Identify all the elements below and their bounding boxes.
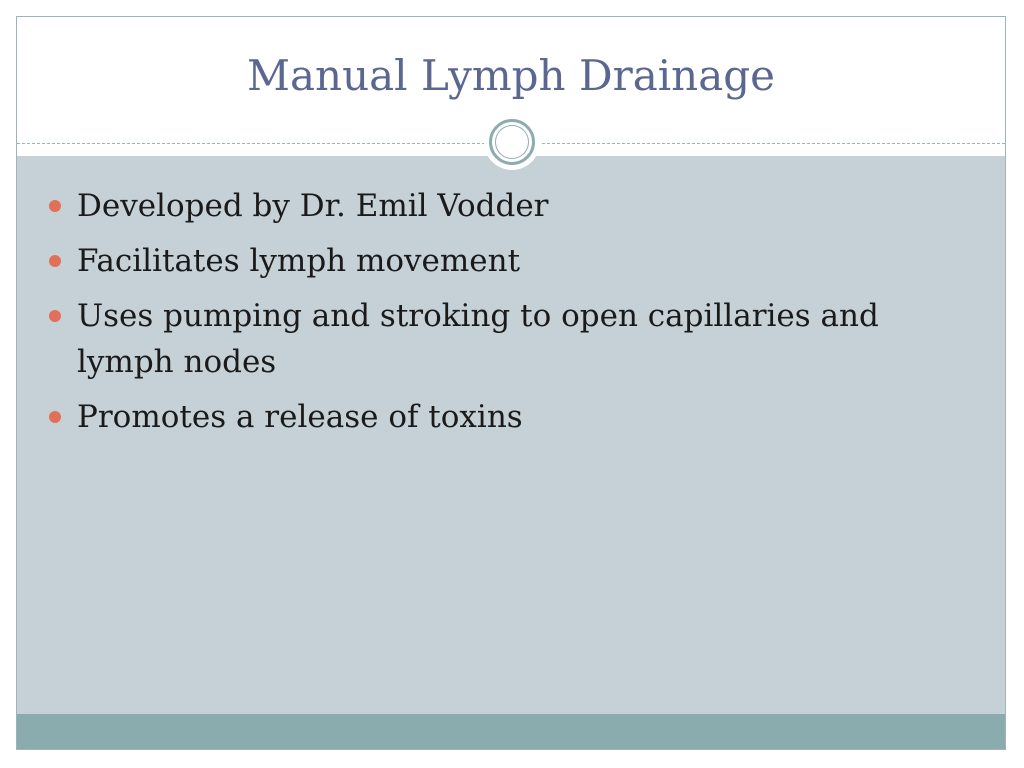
bullet-dot-icon	[49, 310, 61, 322]
bullet-item	[47, 238, 947, 284]
footer-bar	[17, 714, 1005, 749]
ornament-ring	[489, 119, 535, 165]
bullet-item	[47, 394, 947, 440]
slide-title: Manual Lymph Drainage	[246, 51, 775, 100]
slide	[16, 16, 1006, 750]
bullet-text: Uses pumping and stroking to open capillaries and lymph nodes	[77, 298, 879, 380]
bullet-text: Developed by Dr. Emil Vodder	[77, 188, 549, 224]
bullet-dot-icon	[49, 411, 61, 423]
ornament-inner	[495, 125, 529, 159]
bullet-text: Facilitates lymph movement	[77, 243, 521, 279]
bullet-item	[47, 293, 947, 385]
bullet-item	[47, 183, 947, 229]
circle-ornament-icon	[484, 114, 540, 170]
bullet-dot-icon	[49, 255, 61, 267]
bullet-list	[47, 183, 947, 449]
bullet-text: Promotes a release of toxins	[77, 399, 523, 435]
bullet-dot-icon	[49, 200, 61, 212]
